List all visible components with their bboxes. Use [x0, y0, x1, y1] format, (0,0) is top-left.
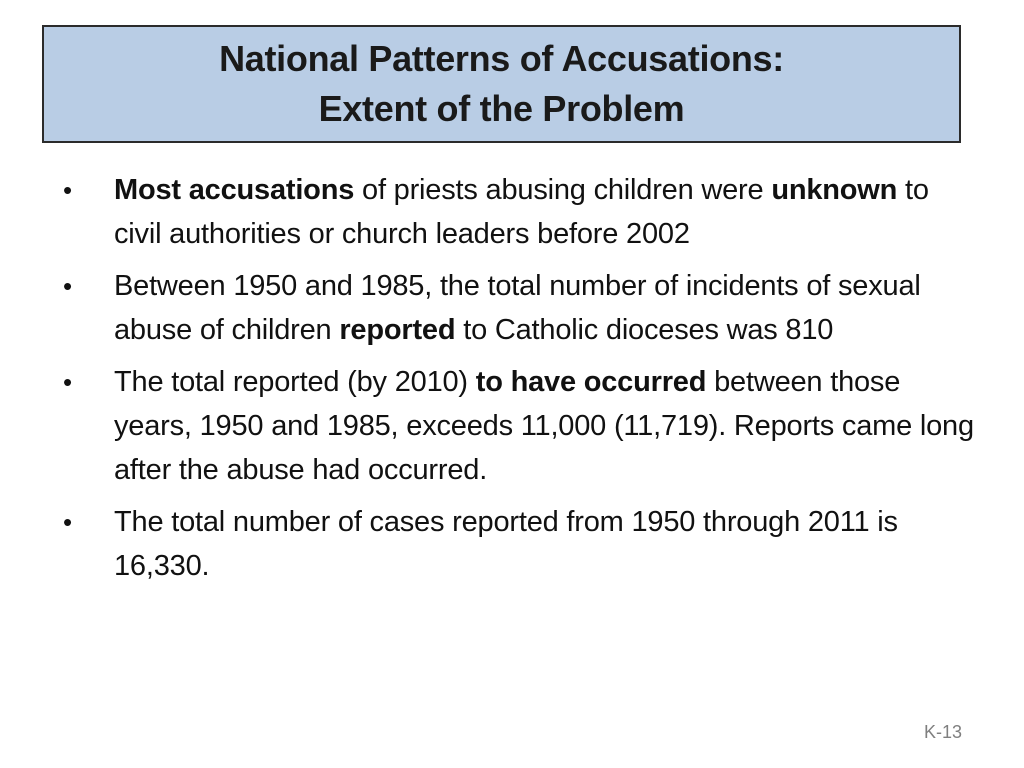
- bullet-item: [60, 360, 980, 492]
- bullet-dot-icon: •: [63, 175, 72, 205]
- title-line-1: National Patterns of Accusations:: [219, 38, 784, 79]
- title-box: [42, 25, 961, 143]
- bullet-text: [114, 270, 921, 346]
- bold-text: reported: [339, 314, 456, 346]
- bullet-dot-icon: •: [63, 507, 72, 537]
- bullet-item: [60, 500, 980, 588]
- bullet-dot-icon: •: [63, 271, 72, 301]
- bullet-text: [114, 506, 898, 582]
- text: to civil authorities or church leaders before 2002: [114, 174, 929, 250]
- bullet-dot-icon: •: [63, 367, 72, 397]
- text: Between 1950 and 1985, the total number of incidents of sexual abuse of children: [114, 270, 921, 346]
- bullet-text: [114, 366, 974, 486]
- bullet-text: [114, 174, 929, 250]
- bold-text: unknown: [771, 174, 898, 206]
- text: of priests abusing children were: [354, 174, 772, 206]
- bold-text: Most accusations: [114, 174, 355, 206]
- bullet-list: [60, 168, 980, 596]
- text: The total reported (by 2010): [114, 366, 476, 398]
- bullet-item: [60, 168, 980, 256]
- page-number: K-13: [923, 722, 962, 742]
- bold-text: to have occurred: [475, 366, 707, 398]
- text: between those years, 1950 and 1985, exceeds 11,000 (11,719). Reports came long after the abuse had occurred.: [114, 366, 974, 486]
- bullet-item: [60, 264, 980, 352]
- title-line-2: Extent of the Problem: [318, 88, 685, 129]
- text: to Catholic dioceses was 810: [455, 314, 834, 346]
- text: The total number of cases reported from 1950 through 2011 is 16,330.: [114, 506, 898, 582]
